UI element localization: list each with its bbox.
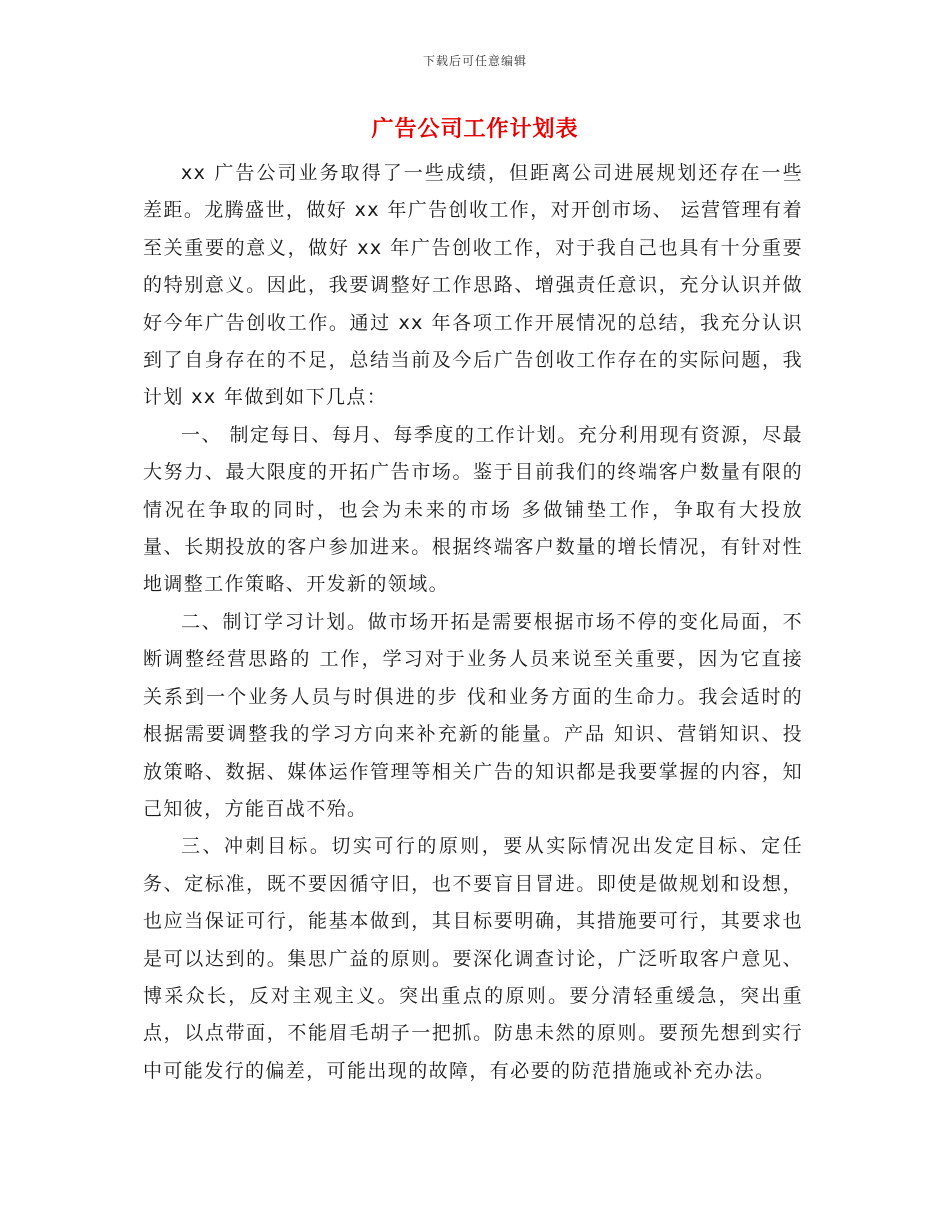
- paragraph-point-2: 二、制订学习计划。做市场开拓是需要根据市场不停的变化局面，不断调整经营思路的 工作，学习对于业务人员来说至关重要，因为它直接关系到一个业务人员与时俱进的步 伐和业务方面的生命力。我会适时的根据需要调整我的学习方向来补充新的能量。产品 知识、营销知识、投放策略、数据、媒体运作管理等相关广告的知识都是我要掌握的内容，知己知彼，方能百战不殆。: [143, 610, 803, 820]
- paragraph-intro: xx 广告公司业务取得了一些成绩，但距离公司进展规划还存在一些差距。龙腾盛世，做好 xx 年广告创收工作，对开创市场、 运营管理有着至关重要的意义，做好 xx 年广告创收工作，对于我自己也具有十分重要的特别意义。因此，我要调整好工作思路、增强责任意识，充分认识并做好今年广告创收工作。通过 xx 年各项工作开展情况的总结，我充分认识到了自身存在的不足，总结当前及今后广告创收工作存在的实际问题，我计划 xx 年做到如下几点：: [143, 162, 803, 409]
- document-body: [143, 155, 803, 1090]
- paragraph-point-1: 一、 制定每日、每月、每季度的工作计划。充分利用现有资源，尽最大努力、最大限度的开拓广告市场。鉴于目前我们的终端客户数量有限的情况在争取的同时，也会为未来的市场 多做铺垫工作，争取有大投放量、长期投放的客户参加进来。根据终端客户数量的增长情况，有针对性地调整工作策略、开发新的领域。: [143, 423, 803, 596]
- document-title: 广告公司工作计划表: [371, 117, 579, 142]
- paragraph-point-3: 三、冲刺目标。切实可行的原则，要从实际情况出发定目标、定任务、定标准，既不要因循守旧，也不要盲目冒进。即使是做规划和设想，也应当保证可行，能基本做到，其目标要明确，其措施要可行，其要求也是可以达到的。集思广益的原则。要深化调查讨论，广泛听取客户意见、博采众长，反对主观主义。突出重点的原则。要分清轻重缓急，突出重点，以点带面，不能眉毛胡子一把抓。防患未然的原则。要预先想到实行中可能发行的偏差，可能出现的故障，有必要的防范措施或补充办法。: [143, 835, 803, 1082]
- header-note: 下载后可任意编辑: [422, 54, 527, 68]
